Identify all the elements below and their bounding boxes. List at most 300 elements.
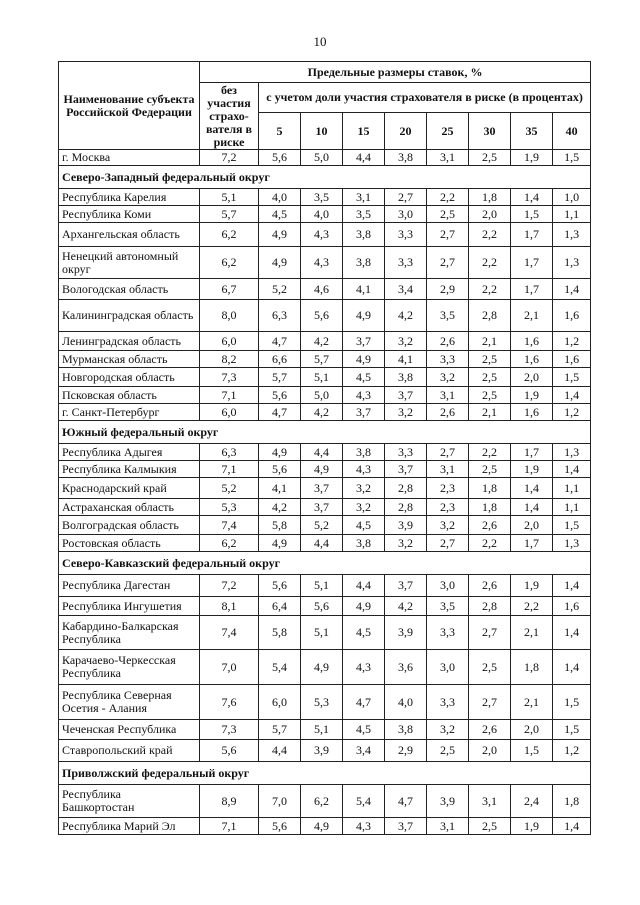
share-column-header: 40 [553,113,591,150]
rate-cell: 4,4 [343,575,385,597]
rate-cell: 3,9 [301,740,343,762]
base-rate-cell: 6,2 [200,223,259,247]
rate-cell: 1,6 [511,332,553,351]
rate-cell: 4,7 [259,404,301,421]
rate-cell: 4,0 [385,685,427,720]
rate-cell: 6,2 [301,785,343,818]
rate-cell: 2,0 [469,206,511,223]
rate-cell: 2,7 [469,685,511,720]
rate-cell: 6,3 [259,300,301,332]
rate-cell: 4,9 [259,535,301,552]
rate-cell: 4,2 [385,300,427,332]
rate-cell: 2,5 [469,461,511,478]
region-name-cell: Ленинградская область [59,332,200,351]
rate-cell: 1,3 [553,223,591,247]
region-name-cell: Мурманская область [59,351,200,368]
rate-cell: 1,3 [553,247,591,279]
base-rate-cell: 7,3 [200,720,259,740]
rate-cell: 4,9 [259,223,301,247]
rate-cell: 5,6 [259,150,301,166]
rate-cell: 1,5 [553,720,591,740]
region-name-cell: Архангельская область [59,223,200,247]
rate-cell: 1,5 [553,516,591,535]
base-rate-cell: 8,2 [200,351,259,368]
rate-cell: 4,2 [259,499,301,516]
base-rate-cell: 7,1 [200,461,259,478]
rate-cell: 4,7 [259,332,301,351]
rate-cell: 4,5 [343,720,385,740]
base-rate-column-header: без участия страхо-вателя в риске [200,83,259,150]
rate-cell: 6,4 [259,597,301,616]
rate-cell: 4,9 [259,444,301,461]
region-name-cell: Кабардино-Балкарская Республика [59,616,200,650]
rate-cell: 3,2 [427,516,469,535]
rate-cell: 1,4 [553,461,591,478]
rate-cell: 5,6 [259,461,301,478]
table-row [59,461,591,478]
rate-cell: 1,1 [553,206,591,223]
rate-cell: 1,5 [511,206,553,223]
region-name-cell: Волгоградская область [59,516,200,535]
share-column-header: 30 [469,113,511,150]
rate-cell: 2,4 [511,785,553,818]
region-name-cell: Ставропольский край [59,740,200,762]
rate-cell: 4,5 [343,516,385,535]
base-rate-cell: 7,4 [200,516,259,535]
rate-cell: 4,3 [343,818,385,835]
rate-cell: 1,5 [553,150,591,166]
rate-cell: 4,2 [301,332,343,351]
rate-cell: 2,3 [427,478,469,499]
rate-cell: 1,4 [553,279,591,300]
base-rate-cell: 8,0 [200,300,259,332]
base-rate-cell: 5,7 [200,206,259,223]
rate-cell: 3,7 [301,478,343,499]
rate-cell: 1,7 [511,535,553,552]
region-name-cell: Новгородская область [59,368,200,387]
rate-cell: 3,3 [427,616,469,650]
rate-cell: 1,4 [511,189,553,206]
rate-cell: 4,9 [259,247,301,279]
rate-cell: 3,2 [427,720,469,740]
rate-cell: 5,0 [301,387,343,404]
base-rate-cell: 5,1 [200,189,259,206]
rate-cell: 3,2 [343,499,385,516]
rate-cell: 1,9 [511,575,553,597]
table-row [59,206,591,223]
rate-cell: 1,9 [511,150,553,166]
rate-cell: 2,2 [469,279,511,300]
table-row [59,650,591,685]
rate-cell: 5,1 [301,368,343,387]
rate-cell: 3,6 [385,650,427,685]
region-name-cell: Калининградская область [59,300,200,332]
share-group-header: с учетом доли участия страхователя в риске (в процентах) [259,83,591,113]
rate-cell: 2,7 [427,444,469,461]
rate-cell: 1,4 [553,387,591,404]
rate-cell: 3,3 [427,685,469,720]
rate-cell: 2,7 [427,247,469,279]
rate-cell: 2,5 [469,387,511,404]
rate-cell: 4,9 [301,650,343,685]
rate-cell: 5,7 [259,368,301,387]
table-row [59,575,591,597]
rate-cell: 4,0 [259,189,301,206]
table-row [59,785,591,818]
rate-cell: 1,6 [511,404,553,421]
table-row [59,150,591,166]
region-name-cell: Псковская область [59,387,200,404]
rate-cell: 3,4 [385,279,427,300]
rate-cell: 4,4 [301,444,343,461]
table-row [59,279,591,300]
page-number: 10 [313,34,327,49]
table-row [59,499,591,516]
rate-cell: 3,3 [427,351,469,368]
rate-cell: 3,5 [427,300,469,332]
base-rate-cell: 6,3 [200,444,259,461]
rate-cell: 2,5 [427,740,469,762]
rate-cell: 2,5 [469,351,511,368]
rate-cell: 1,6 [511,351,553,368]
share-column-header: 25 [427,113,469,150]
rate-cell: 1,8 [469,189,511,206]
rate-cell: 2,6 [469,720,511,740]
rate-cell: 1,3 [553,535,591,552]
table-row [59,616,591,650]
rate-cell: 4,7 [385,785,427,818]
rate-cell: 1,1 [553,478,591,499]
rate-cell: 4,1 [343,279,385,300]
rate-cell: 2,0 [469,740,511,762]
rate-cell: 3,4 [343,740,385,762]
rate-cell: 2,2 [469,535,511,552]
rate-cell: 2,2 [469,444,511,461]
rate-cell: 4,4 [343,150,385,166]
name-column-header: Наименование субъекта Российской Федерации [59,62,200,150]
rate-cell: 4,5 [343,368,385,387]
base-rate-cell: 7,1 [200,818,259,835]
rate-cell: 1,7 [511,444,553,461]
table-row [59,535,591,552]
rate-cell: 3,3 [385,247,427,279]
region-name-cell: Карачаево-Черкесская Республика [59,650,200,685]
rate-cell: 3,1 [469,785,511,818]
rate-cell: 4,4 [301,535,343,552]
rate-cell: 2,9 [427,279,469,300]
base-rate-cell: 6,0 [200,332,259,351]
share-column-header: 10 [301,113,343,150]
rate-cell: 3,2 [385,332,427,351]
rate-cell: 1,9 [511,387,553,404]
district-section-title: Южный федеральный округ [59,421,591,444]
rate-cell: 5,1 [301,616,343,650]
rate-cell: 3,0 [427,575,469,597]
rate-cell: 2,7 [385,189,427,206]
rate-cell: 4,5 [259,206,301,223]
rate-cell: 3,7 [301,499,343,516]
table-row [59,720,591,740]
rate-cell: 2,2 [469,247,511,279]
rate-cell: 3,9 [385,616,427,650]
rate-cell: 3,7 [343,404,385,421]
base-rate-cell: 8,9 [200,785,259,818]
rate-cell: 2,2 [427,189,469,206]
rate-cell: 4,9 [343,351,385,368]
rate-cell: 2,5 [469,818,511,835]
base-rate-cell: 7,2 [200,575,259,597]
rate-cell: 3,8 [343,535,385,552]
rate-cell: 3,9 [385,516,427,535]
rate-cell: 3,1 [427,387,469,404]
rate-cell: 2,1 [469,332,511,351]
rate-cell: 5,7 [301,351,343,368]
rate-cell: 5,2 [301,516,343,535]
rate-cell: 3,2 [343,478,385,499]
region-name-cell: Вологодская область [59,279,200,300]
rate-cell: 5,4 [259,650,301,685]
rate-cell: 3,1 [343,189,385,206]
base-rate-cell: 5,3 [200,499,259,516]
rate-cell: 1,1 [553,499,591,516]
rate-cell: 1,9 [511,818,553,835]
district-section-title: Северо-Кавказский федеральный округ [59,552,591,575]
rate-cell: 3,9 [427,785,469,818]
region-name-cell: Республика Калмыкия [59,461,200,478]
rate-cell: 1,4 [553,575,591,597]
share-column-header: 35 [511,113,553,150]
rate-cell: 5,8 [259,516,301,535]
rate-cell: 5,6 [301,300,343,332]
rate-cell: 3,1 [427,818,469,835]
rate-cell: 3,5 [427,597,469,616]
rate-cell: 3,7 [385,461,427,478]
rate-cell: 4,9 [343,300,385,332]
rate-cell: 6,6 [259,351,301,368]
base-rate-cell: 7,6 [200,685,259,720]
rate-cell: 5,3 [301,685,343,720]
rate-cell: 3,8 [343,223,385,247]
rate-cell: 1,6 [553,300,591,332]
base-rate-cell: 6,2 [200,535,259,552]
base-rate-cell: 7,2 [200,150,259,166]
rate-cell: 3,3 [385,223,427,247]
rate-cell: 3,1 [427,461,469,478]
rate-cell: 2,1 [511,685,553,720]
district-section-title: Приволжский федеральный округ [59,762,591,785]
rate-cell: 2,6 [469,516,511,535]
rate-cell: 4,9 [301,818,343,835]
rate-cell: 3,3 [385,444,427,461]
rate-cell: 1,5 [553,685,591,720]
rate-cell: 1,4 [553,818,591,835]
rate-cell: 5,7 [259,720,301,740]
rate-cell: 3,1 [427,150,469,166]
region-name-cell: Республика Коми [59,206,200,223]
rate-cell: 1,8 [469,478,511,499]
table-row [59,444,591,461]
rate-cell: 3,8 [343,444,385,461]
rate-cell: 2,8 [385,478,427,499]
rate-cell: 2,3 [427,499,469,516]
table-row [59,597,591,616]
rate-cell: 5,0 [301,150,343,166]
rate-cell: 3,2 [385,404,427,421]
rate-cell: 5,2 [259,279,301,300]
rate-cell: 2,0 [511,368,553,387]
rate-cell: 1,8 [469,499,511,516]
rate-cell: 5,1 [301,575,343,597]
rate-cell: 3,8 [385,150,427,166]
district-section-row [59,552,591,575]
region-name-cell: Астраханская область [59,499,200,516]
region-name-cell: Республика Адыгея [59,444,200,461]
rate-cell: 4,7 [343,685,385,720]
rate-cell: 1,4 [553,616,591,650]
rate-cell: 2,1 [511,300,553,332]
rate-cell: 4,3 [301,247,343,279]
region-name-cell: Чеченская Республика [59,720,200,740]
rate-cell: 4,6 [301,279,343,300]
rate-cell: 2,7 [427,535,469,552]
rate-cell: 3,8 [385,720,427,740]
rate-cell: 2,8 [385,499,427,516]
district-section-row [59,166,591,189]
rate-cell: 3,2 [385,535,427,552]
rate-cell: 2,7 [427,223,469,247]
base-rate-cell: 5,2 [200,478,259,499]
table-row [59,300,591,332]
rate-cell: 2,5 [469,650,511,685]
rate-cell: 2,8 [469,597,511,616]
base-rate-cell: 6,7 [200,279,259,300]
rate-cell: 3,5 [301,189,343,206]
rate-cell: 4,2 [301,404,343,421]
table-row [59,332,591,351]
rate-cell: 4,3 [343,461,385,478]
rate-cell: 5,6 [259,818,301,835]
rate-cell: 2,5 [469,368,511,387]
rate-cell: 5,6 [301,597,343,616]
region-name-cell: Республика Карелия [59,189,200,206]
rate-cell: 2,6 [469,575,511,597]
rate-cell: 4,9 [301,461,343,478]
rate-cell: 3,7 [385,818,427,835]
table-row [59,189,591,206]
rate-cell: 2,5 [469,150,511,166]
rate-cell: 4,0 [301,206,343,223]
base-rate-cell: 6,2 [200,247,259,279]
rate-cell: 4,5 [343,616,385,650]
rate-cell: 1,3 [553,444,591,461]
rate-cell: 1,0 [553,189,591,206]
region-name-cell: Краснодарский край [59,478,200,499]
rate-cell: 2,6 [427,404,469,421]
table-row [59,404,591,421]
rate-cell: 1,2 [553,404,591,421]
rate-cell: 4,3 [343,650,385,685]
rate-cell: 4,1 [385,351,427,368]
share-column-header: 15 [343,113,385,150]
region-name-cell: Ненецкий автономный округ [59,247,200,279]
rate-cell: 1,7 [511,279,553,300]
rate-cell: 4,1 [259,478,301,499]
rate-cell: 2,2 [469,223,511,247]
rate-cell: 5,8 [259,616,301,650]
rate-cell: 4,4 [259,740,301,762]
rate-cell: 2,5 [427,206,469,223]
rate-cell: 2,6 [427,332,469,351]
rate-cell: 4,2 [385,597,427,616]
rate-cell: 1,4 [511,478,553,499]
rate-cell: 1,4 [553,650,591,685]
rate-cell: 1,2 [553,332,591,351]
rate-cell: 3,8 [385,368,427,387]
share-column-header: 5 [259,113,301,150]
table-row [59,368,591,387]
rate-cell: 6,0 [259,685,301,720]
table-row [59,223,591,247]
rate-cell: 5,1 [301,720,343,740]
base-rate-cell: 7,4 [200,616,259,650]
rate-cell: 3,2 [427,368,469,387]
rate-cell: 3,7 [385,387,427,404]
region-name-cell: Республика Марий Эл [59,818,200,835]
rate-cell: 2,1 [469,404,511,421]
district-section-row [59,762,591,785]
district-section-title: Северо-Западный федеральный округ [59,166,591,189]
rate-cell: 4,9 [343,597,385,616]
rate-cell: 2,0 [511,516,553,535]
rate-cell: 7,0 [259,785,301,818]
rate-cell: 1,9 [511,461,553,478]
region-name-cell: г. Москва [59,150,200,166]
rate-cell: 5,4 [343,785,385,818]
region-name-cell: Республика Ингушетия [59,597,200,616]
rate-cell: 2,2 [511,597,553,616]
rate-cell: 2,1 [511,616,553,650]
rate-cell: 3,0 [427,650,469,685]
table-body [59,150,591,835]
district-section-row [59,421,591,444]
region-name-cell: Ростовская область [59,535,200,552]
rate-cell: 1,6 [553,597,591,616]
rate-cell: 1,7 [511,223,553,247]
table-row [59,818,591,835]
rate-cell: 3,8 [343,247,385,279]
base-rate-cell: 5,6 [200,740,259,762]
rate-cell: 2,0 [511,720,553,740]
table-row [59,685,591,720]
table-header [59,62,591,150]
region-name-cell: Республика Северная Осетия - Алания [59,685,200,720]
rate-cell: 5,6 [259,387,301,404]
rate-cell: 2,8 [469,300,511,332]
rates-group-header: Предельные размеры ставок, % [200,62,591,83]
region-name-cell: г. Санкт-Петербург [59,404,200,421]
rate-cell: 4,3 [301,223,343,247]
rates-table [58,61,591,835]
rate-cell: 1,2 [553,740,591,762]
table-row [59,740,591,762]
rate-cell: 2,9 [385,740,427,762]
base-rate-cell: 8,1 [200,597,259,616]
base-rate-cell: 6,0 [200,404,259,421]
base-rate-cell: 7,1 [200,387,259,404]
rate-cell: 3,7 [385,575,427,597]
rate-cell: 3,0 [385,206,427,223]
rate-cell: 5,6 [259,575,301,597]
